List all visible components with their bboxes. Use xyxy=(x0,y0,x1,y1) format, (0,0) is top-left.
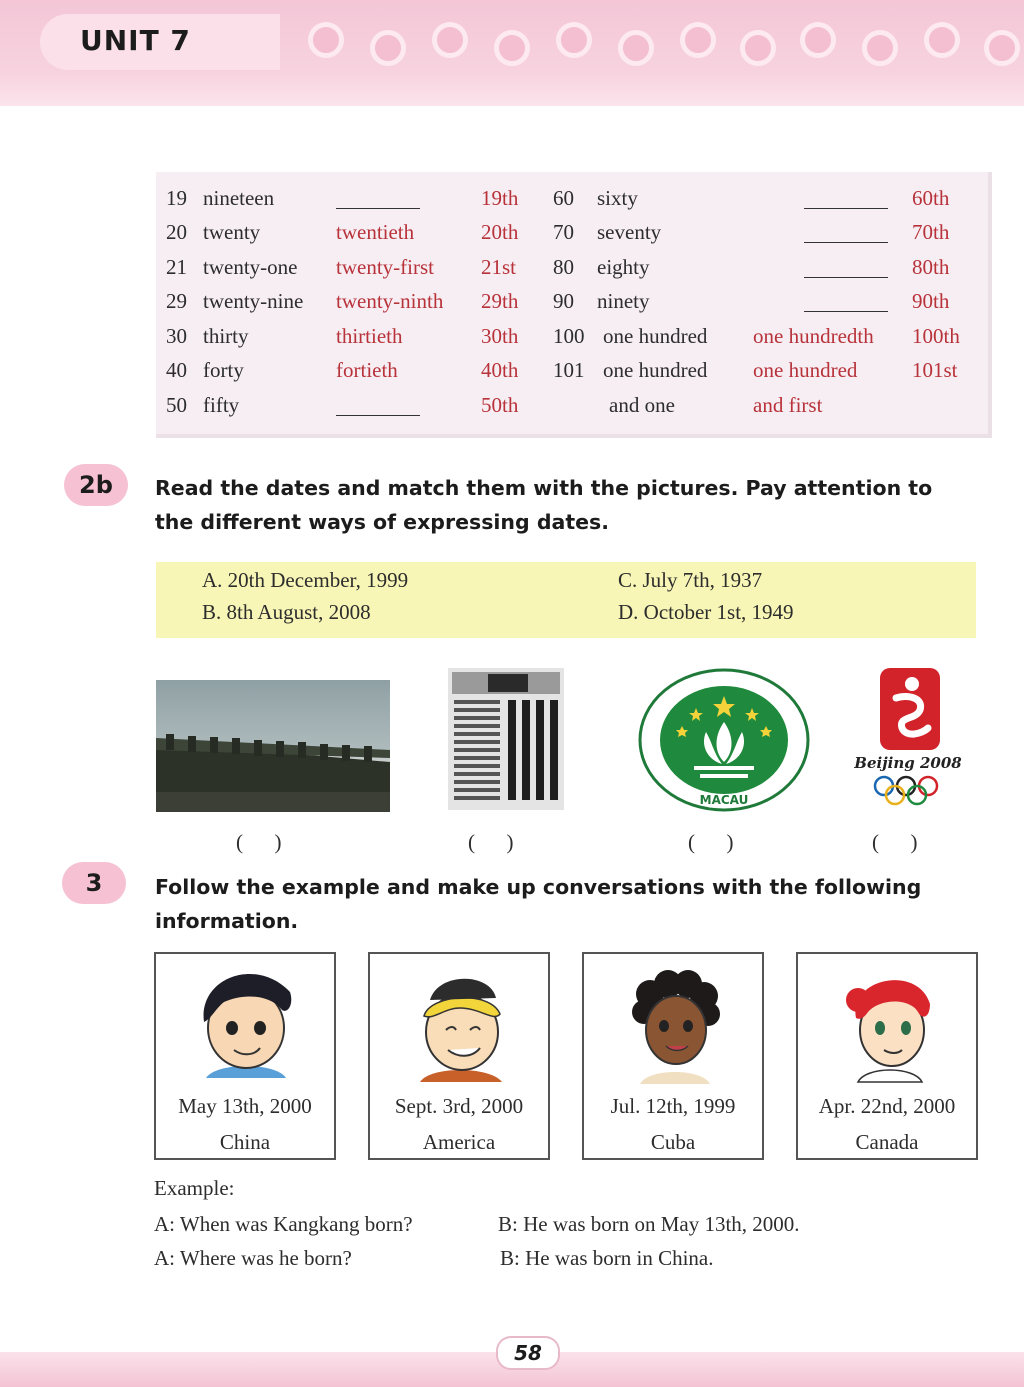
example-question-2: A: Where was he born? xyxy=(154,1246,352,1270)
circle-decoration xyxy=(800,22,836,58)
ordinal-word: fortieth xyxy=(336,358,398,382)
fill-blank[interactable] xyxy=(336,415,420,416)
birth-country: China xyxy=(219,1130,271,1154)
ordinal: 21st xyxy=(481,255,517,279)
circle-decoration xyxy=(680,22,716,58)
answer-blank-4[interactable]: ( ) xyxy=(872,830,918,854)
number-word: seventy xyxy=(597,220,662,244)
number-word: forty xyxy=(203,358,244,382)
instruction-2b-line1: Read the dates and match them with the pictures. Pay attention to xyxy=(155,476,933,500)
number-word: nineteen xyxy=(203,186,275,210)
circle-decoration xyxy=(740,30,776,66)
ordinal: 19th xyxy=(481,186,519,210)
ordinal: 20th xyxy=(481,220,519,244)
newspaper-image xyxy=(448,668,564,810)
person-card-america xyxy=(368,952,550,1160)
number-word: sixty xyxy=(597,186,638,210)
number-word: twenty-one xyxy=(203,255,298,279)
example-question-1: A: When was Kangkang born? xyxy=(154,1212,413,1236)
answer-blank-3[interactable]: ( ) xyxy=(688,830,734,854)
ordinal: 100th xyxy=(912,324,960,348)
birth-country: Canada xyxy=(855,1130,919,1154)
circle-decoration xyxy=(370,30,406,66)
beijing-2008-logo xyxy=(846,664,970,812)
example-answer-1: B: He was born on May 13th, 2000. xyxy=(498,1212,800,1236)
unit-header xyxy=(0,0,1024,106)
circle-decoration xyxy=(618,30,654,66)
macau-emblem xyxy=(636,666,812,816)
person-card-cuba xyxy=(582,952,764,1160)
fill-blank[interactable] xyxy=(804,311,888,312)
number-word: ninety xyxy=(597,289,650,313)
ordinal: 101st xyxy=(912,358,958,382)
instruction-3-line1: Follow the example and make up conversations with the following xyxy=(155,875,922,899)
ordinal-word-continued: and first xyxy=(753,393,823,417)
unit-title: UNIT 7 xyxy=(80,24,191,57)
ordinal-word: twenty-ninth xyxy=(336,289,444,313)
number: 21 xyxy=(166,255,187,279)
birth-country: America xyxy=(422,1130,496,1154)
number: 80 xyxy=(553,255,574,279)
ordinal: 30th xyxy=(481,324,519,348)
ordinal: 40th xyxy=(481,358,519,382)
answer-blank-2[interactable]: ( ) xyxy=(468,830,514,854)
boy-cap-avatar xyxy=(390,958,530,1090)
number-word-continued: and one xyxy=(609,393,675,417)
date-option-a: A. 20th December, 1999 xyxy=(202,568,409,592)
date-option-d: D. October 1st, 1949 xyxy=(618,600,794,624)
instruction-3-line2: information. xyxy=(155,909,299,933)
circle-decoration xyxy=(862,30,898,66)
ordinal: 60th xyxy=(912,186,950,210)
fill-blank[interactable] xyxy=(336,208,420,209)
answer-blank-1[interactable]: ( ) xyxy=(236,830,282,854)
dates-box xyxy=(156,562,976,638)
example-label: Example: xyxy=(154,1176,235,1200)
ordinal: 80th xyxy=(912,255,950,279)
number-word: twenty xyxy=(203,220,261,244)
bridge-photo xyxy=(156,680,390,812)
ordinal: 70th xyxy=(912,220,950,244)
number: 19 xyxy=(166,186,187,210)
section-badge-2b: 2b xyxy=(64,464,128,506)
instruction-2b-line2: the different ways of expressing dates. xyxy=(155,510,610,534)
section-badge-3: 3 xyxy=(62,862,126,904)
ordinal-word: one hundredth xyxy=(753,324,874,348)
ordinal: 90th xyxy=(912,289,950,313)
girl-curly-avatar xyxy=(604,958,744,1090)
number: 60 xyxy=(553,186,574,210)
date-option-b: B. 8th August, 2008 xyxy=(202,600,371,624)
fill-blank[interactable] xyxy=(804,242,888,243)
number-word: twenty-nine xyxy=(203,289,304,313)
ordinal-numbers-table xyxy=(156,172,992,438)
birth-country: Cuba xyxy=(650,1130,696,1154)
ordinal: 29th xyxy=(481,289,519,313)
number: 70 xyxy=(553,220,574,244)
number-word: eighty xyxy=(597,255,650,279)
birth-date: Jul. 12th, 1999 xyxy=(610,1094,736,1118)
person-card-canada xyxy=(796,952,978,1160)
ordinal-word: thirtieth xyxy=(336,324,403,348)
number-word: one hundred xyxy=(603,324,708,348)
number: 30 xyxy=(166,324,187,348)
number: 29 xyxy=(166,289,187,313)
number: 100 xyxy=(553,324,585,348)
number: 50 xyxy=(166,393,187,417)
birth-date: Sept. 3rd, 2000 xyxy=(394,1094,524,1118)
girl-redhair-avatar xyxy=(818,958,958,1090)
circle-decoration xyxy=(308,22,344,58)
ordinal: 50th xyxy=(481,393,519,417)
birth-date: May 13th, 2000 xyxy=(178,1094,312,1118)
ordinal-word: twenty-first xyxy=(336,255,434,279)
fill-blank[interactable] xyxy=(804,277,888,278)
macau-caption: MACAU xyxy=(699,793,749,807)
circle-decoration xyxy=(984,30,1020,66)
number: 101 xyxy=(553,358,585,382)
circle-decoration xyxy=(432,22,468,58)
circle-decoration xyxy=(556,22,592,58)
birth-date: Apr. 22nd, 2000 xyxy=(818,1094,956,1118)
boy-avatar xyxy=(176,958,316,1090)
number-word: fifty xyxy=(203,393,240,417)
page-number: 58 xyxy=(496,1336,560,1370)
person-card-china xyxy=(154,952,336,1160)
ordinal-word: one hundred xyxy=(753,358,858,382)
ordinal-word: twentieth xyxy=(336,220,415,244)
date-option-c: C. July 7th, 1937 xyxy=(618,568,763,592)
circle-decoration xyxy=(924,22,960,58)
number: 40 xyxy=(166,358,187,382)
fill-blank[interactable] xyxy=(804,208,888,209)
number-word: thirty xyxy=(203,324,249,348)
beijing-caption: Beijing 2008 xyxy=(854,754,962,772)
circle-decoration xyxy=(494,30,530,66)
number: 90 xyxy=(553,289,574,313)
number: 20 xyxy=(166,220,187,244)
number-word: one hundred xyxy=(603,358,708,382)
example-answer-2: B: He was born in China. xyxy=(500,1246,714,1270)
